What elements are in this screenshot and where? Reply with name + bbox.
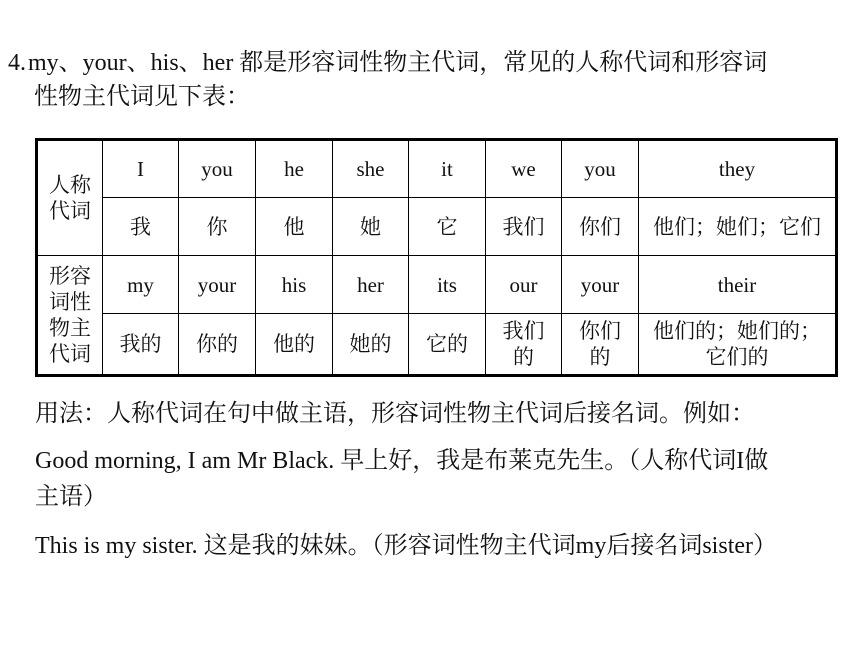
usage-rule: 用法：人称代词在句中做主语，形容词性物主代词后接名词。例如： xyxy=(35,401,755,427)
pronoun-table xyxy=(35,138,838,377)
table-cell: 他们；她们；它们 xyxy=(639,198,837,256)
table-cell: 我的 xyxy=(103,314,179,376)
table-cell: their xyxy=(639,256,837,314)
subject-en-row xyxy=(37,140,837,198)
table-cell: your xyxy=(562,256,639,314)
table-cell: 它 xyxy=(409,198,486,256)
table-cell: she xyxy=(333,140,409,198)
table-cell: 它的 xyxy=(409,314,486,376)
table-cell: 我 xyxy=(103,198,179,256)
table-cell: 我们 的 xyxy=(486,314,562,376)
subject-zh-row xyxy=(37,198,837,256)
table-cell: you xyxy=(179,140,256,198)
table-cell: your xyxy=(179,256,256,314)
table-cell: 她 xyxy=(333,198,409,256)
possessive-pronoun-header: 形容 词性 物主 代词 xyxy=(37,256,103,376)
table-cell: my xyxy=(103,256,179,314)
table-cell: its xyxy=(409,256,486,314)
table-cell: 你 xyxy=(179,198,256,256)
table-cell: I xyxy=(103,140,179,198)
table-cell: 他的 xyxy=(256,314,333,376)
personal-pronoun-header: 人称 代词 xyxy=(37,140,103,256)
table-cell: 你们 的 xyxy=(562,314,639,376)
table-cell: 你们 xyxy=(562,198,639,256)
possessive-en-row xyxy=(37,256,837,314)
table-cell: we xyxy=(486,140,562,198)
table-cell: you xyxy=(562,140,639,198)
table-cell: he xyxy=(256,140,333,198)
table-cell: his xyxy=(256,256,333,314)
table-cell: 他们的；她们的； 它们的 xyxy=(639,314,837,376)
section-heading xyxy=(8,46,848,114)
table-cell: it xyxy=(409,140,486,198)
table-cell: they xyxy=(639,140,837,198)
table-cell: 他 xyxy=(256,198,333,256)
table-cell: 我们 xyxy=(486,198,562,256)
table-cell: our xyxy=(486,256,562,314)
table-cell: 她的 xyxy=(333,314,409,376)
table-cell: 你的 xyxy=(179,314,256,376)
possessive-zh-row xyxy=(37,314,837,376)
example-2: This is my sister. 这是我的妹妹。（形容词性物主代词my后接名词sister） xyxy=(35,533,778,559)
heading-line-2: 性物主代词见下表： xyxy=(34,84,250,110)
heading-line-1: my、your、his、her 都是形容词性物主代词，常见的人称代词和形容词 xyxy=(28,50,768,76)
table-cell: her xyxy=(333,256,409,314)
item-number: 4. xyxy=(8,50,26,76)
example-1: Good morning, I am Mr Black. 早上好，我是布莱克先生。（人称代词I做 主语） xyxy=(35,448,769,510)
